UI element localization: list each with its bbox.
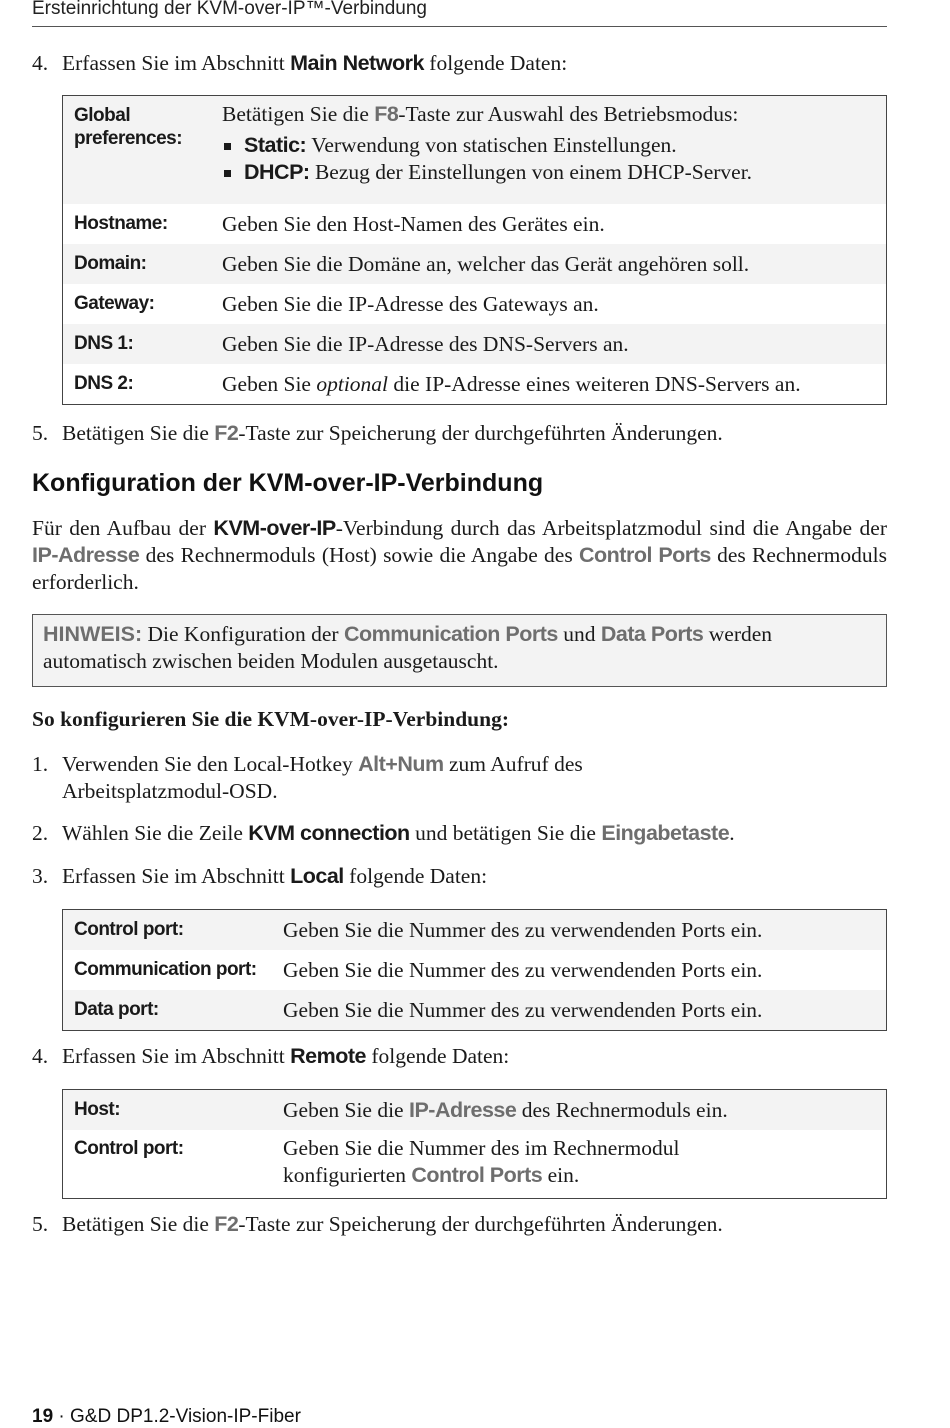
table-row-data-port: Data port: Geben Sie die Nummer des zu verwendenden Ports ein. <box>63 990 886 1030</box>
step-5-save-kvm: 5. Betätigen Sie die F2-Taste zur Speicherung der durchgeführten Änderungen. <box>32 1212 723 1236</box>
step-4-remote: 4. Erfassen Sie im Abschnitt Remote folgende Daten: <box>32 1044 510 1068</box>
header-rule <box>32 26 887 27</box>
table-row-dns2: DNS 2: Geben Sie optional die IP-Adresse eines weiteren DNS-Servers an. <box>63 364 886 404</box>
page-footer: 19 · G&D DP1.2-Vision-IP-Fiber <box>32 1406 301 1427</box>
note-label: HINWEIS: <box>43 622 143 646</box>
table-row-host: Host: Geben Sie die IP-Adresse des Rechnermoduls ein. <box>63 1090 886 1130</box>
list-item-static: Static: Verwendung von statischen Einstellungen. <box>222 132 752 159</box>
row-label: Global preferences: <box>74 105 183 149</box>
procedure-heading: So konfigurieren Sie die KVM-over-IP-Verbindung: <box>32 707 509 731</box>
table-row-dns1: DNS 1: Geben Sie die IP-Adresse des DNS-Servers an. <box>63 324 886 364</box>
table-row-communication-port: Communication port: Geben Sie die Nummer des zu verwendenden Ports ein. <box>63 950 886 990</box>
section-heading: Konfiguration der KVM-over-IP-Verbindung <box>32 469 544 497</box>
main-network-table <box>62 95 887 405</box>
remote-table <box>62 1089 887 1199</box>
table-row-gateway: Gateway: Geben Sie die IP-Adresse des Gateways an. <box>63 284 886 324</box>
step-5-save-network: 5. Betätigen Sie die F2-Taste zur Speicherung der durchgeführten Änderungen. <box>32 421 723 445</box>
list-item-dhcp: DHCP: Bezug der Einstellungen von einem DHCP-Server. <box>222 159 752 186</box>
table-row-remote-control-port: Control port: Geben Sie die Nummer des im Rechnermodul konfigurierten Control Ports ein. <box>63 1130 886 1198</box>
table-row-global-preferences <box>63 96 886 204</box>
page-number: 19 <box>32 1406 54 1427</box>
product-name: G&D DP1.2-Vision-IP-Fiber <box>70 1406 301 1427</box>
row-value: Betätigen Sie die F8-Taste zur Auswahl des Betriebsmodus: Static: Verwendung von statischen Einstellungen. DHCP: Bezug der Einstellungen von einem DHCP-Server. <box>222 102 753 184</box>
table-row-control-port: Control port: Geben Sie die Nummer des zu verwendenden Ports ein. <box>63 910 886 950</box>
note-box: HINWEIS: Die Konfiguration der Communication Ports und Data Ports werden automatisch zwischen beiden Modulen ausgetauscht. <box>32 614 887 687</box>
step-1-hotkey: 1. Verwenden Sie den Local-Hotkey Alt+Num zum Aufruf des Arbeitsplatzmodul-OSD. <box>32 752 583 803</box>
running-header: Ersteinrichtung der KVM-over-IP™-Verbindung <box>32 0 427 19</box>
step-4-main-network: 4. Erfassen Sie im Abschnitt Main Network folgende Daten: <box>32 51 568 75</box>
table-row-hostname: Hostname: Geben Sie den Host-Namen des Gerätes ein. <box>63 204 886 244</box>
intro-paragraph: Für den Aufbau der KVM-over-IP-Verbindung durch das Arbeitsplatzmodul sind die Angabe der IP-Adresse des Rechnermoduls (Host) sowie die Angabe des Control Ports des Rechnermoduls erforderlich. <box>32 516 887 594</box>
step-2-kvm-connection: 2. Wählen Sie die Zeile KVM connection und betätigen Sie die Eingabetaste. <box>32 821 735 845</box>
local-table <box>62 909 887 1031</box>
mode-list <box>222 132 752 186</box>
key-f2: F2 <box>214 421 239 445</box>
step-number: 4. <box>32 51 49 75</box>
step-3-local: 3. Erfassen Sie im Abschnitt Local folgende Daten: <box>32 864 488 888</box>
table-row-domain: Domain: Geben Sie die Domäne an, welcher das Gerät angehören soll. <box>63 244 886 284</box>
section-name: Main Network <box>290 51 424 75</box>
key-f8: F8 <box>374 102 399 126</box>
